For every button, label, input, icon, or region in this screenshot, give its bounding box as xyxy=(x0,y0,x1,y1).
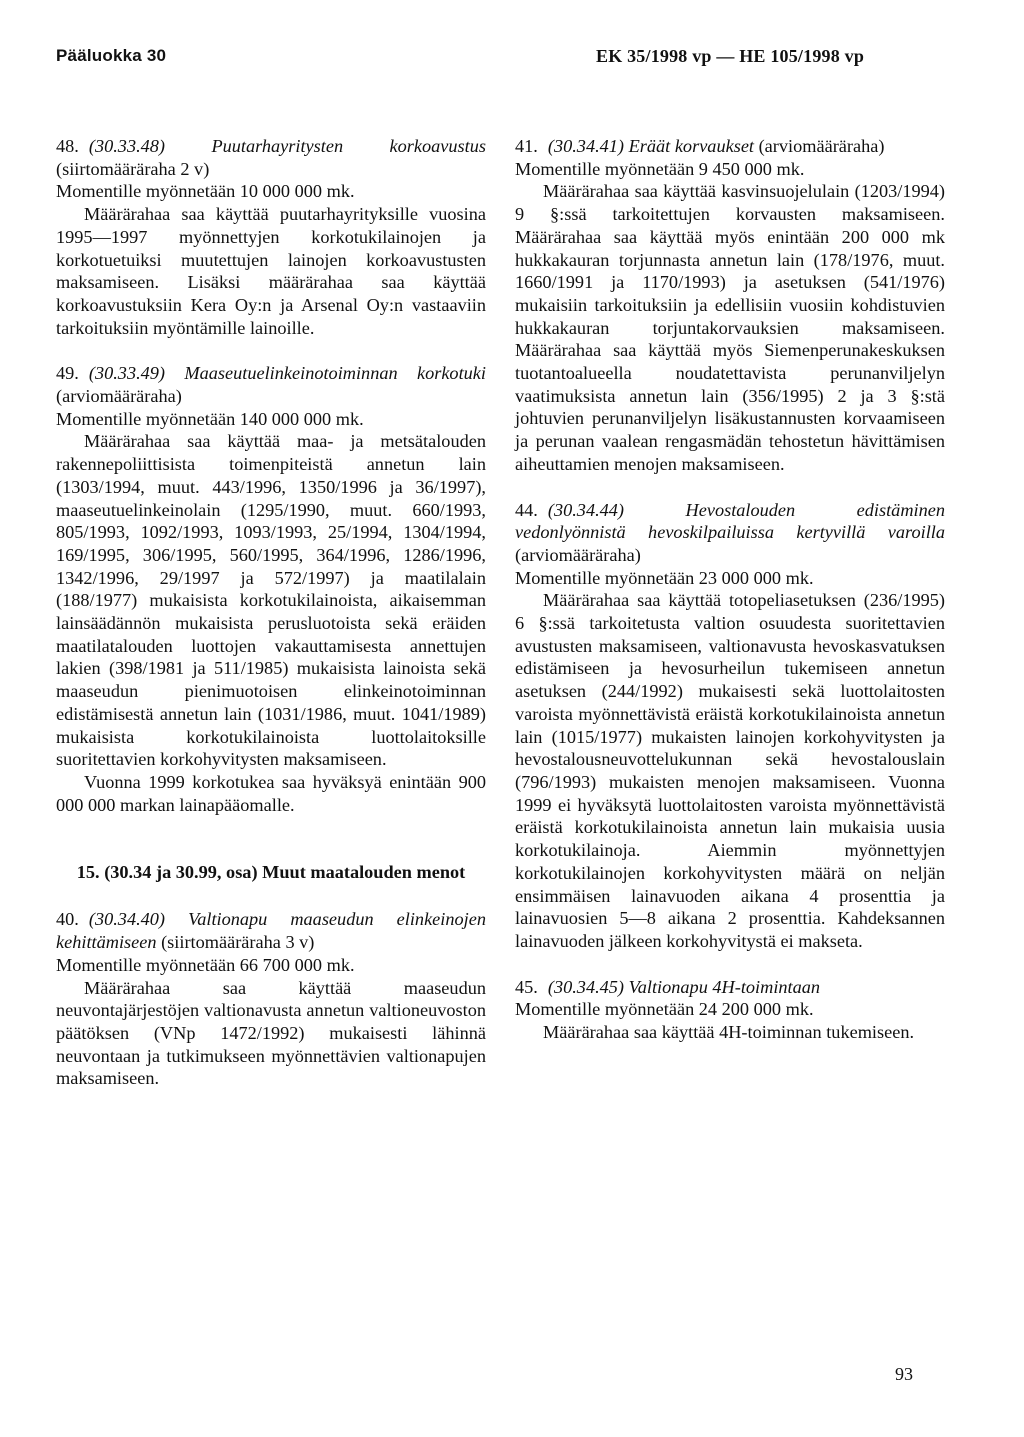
section-15-heading: 15. (30.34 ja 30.99, osa) Muut maatalouden menot xyxy=(76,862,466,883)
item-48-heading: 48. (30.33.48) Puutarhayritysten korkoavustus (siirtomääräraha 2 v) xyxy=(56,136,486,179)
item-40-body: Määrärahaa saa käyttää maaseudun neuvontajärjestöjen valtionavusta annetun valtioneuvoston päätöksen (VNp 1472/1992) mukaisesti lähinnä neuvontaan ja tutkimukseen myönnettävien valtionapujen maksamiseen. xyxy=(56,977,486,1089)
item-41-heading: 41. (30.34.41) Eräät korvaukset (arviomääräraha) xyxy=(515,136,885,156)
item-49-body: Määrärahaa saa käyttää maa- ja metsätalouden rakennepoliittisista toimenpiteistä annetun lain (1303/1994, muut. 443/1996, 1350/1996 ja 36/1997), maaseutuelinkeinolain (1295/1990, muut. 660/1993, 805/1993, 1092/1993, 1093/1993, 25/1994, 1304/1994, 169/1995, 306/1995, 560/1995, 364/1996, 1286/1996, 1342/1996, 29/1997 ja 572/1997) ja maatilalain (188/1977) mukaisista korkotukilainoista, aikaisemman lainsäädännön mukaisista perusluotoista sekä eräiden maatilatalouden luottojen vakauttamisesta annettujen lakien (398/1981 ja 511/1985) mukaisista lainoista sekä maaseudun pienimuotoisen elinkeinotoiminnan edistämisestä annetun lain (1031/1986, muut. 1041/1989) mukaisista korkotukilainoista luottolaitoksille suoritettavien korkohyvitysten maksamiseen. xyxy=(56,431,486,770)
page-number: 93 xyxy=(895,1364,913,1384)
item-40-heading: 40. (30.34.40) Valtionapu maaseudun elinkeinojen kehittämiseen (siirtomääräraha 3 v) xyxy=(56,909,486,953)
item-45-body: Määrärahaa saa käyttää 4H-toiminnan tukemiseen. xyxy=(543,1022,915,1043)
item-49-heading: 49. (30.33.49) Maaseutuelinkeinotoiminnan korkotuki (arviomääräraha) xyxy=(56,363,486,407)
item-44-heading: 44. (30.34.44) Hevostalouden edistäminen vedonlyönnistä hevoskilpailuissa kertyvillä varoilla (arviomääräraha) xyxy=(515,499,945,565)
item-48-body: Määrärahaa saa käyttää puutarhayrityksille vuosina 1995—1997 myönnettyjen korkotukilainojen ja korkotuetuiksi muutettujen lainojen korkoavustusten maksamiseen. Lisäksi määrärahaa saa käyttää korkoavustuksiin Kera Oy:n ja Arsenal Oy:n vastaaviin tarkoituksiin myöntämille lainoille. xyxy=(56,204,486,338)
right-column xyxy=(515,135,945,1044)
item-41-body: Määrärahaa saa käyttää kasvinsuojelulain (1203/1994) 9 §:ssä tarkoitettujen korvausten maksamiseen. Määrärahaa saa käyttää myös enintään 200 000 mk hukkakauran torjunnasta annetun lain (178/1976, muut. 1660/1991 ja 1170/1993) ja asetuksen (541/1976) mukaisiin tarkoituksiin ja edellisiin vuosiin kohdistuvien hukkakauran torjuntakorvauksien maksamiseen. Määrärahaa saa käyttää myös Siemenperunakeskuksen tuotantoalueella noudatettavista perunanviljelyn vaatimuksista annetun lain (356/1995) 2 ja 3 §:stä johtuvien perunanviljelyn lisäkustannusten korvaamiseen ja perunan vaalean rengasmädän tehostetun hävittämisen aiheuttamien menojen maksamiseen. xyxy=(515,181,945,474)
item-44-body: Määrärahaa saa käyttää totopeliasetuksen (236/1995) 6 §:ssä tarkoitetusta valtion osuudesta suoritettavien avustusten maksamiseen, valtionavusta hevoskasvatuksen edistämiseen ja hevosurheilun tukemiseen annetun asetuksen (244/1992) mukaisesti sekä luottolaitosten varoista myönnettävistä eräistä korkotukilainoista annetun lain (1015/1977) mukaisten lainojen korkohyvitysten ja hevostalousneuvottelukunnan sekä hevostalouslain (796/1993) mukaisten menojen maksamiseen. Vuonna 1999 ei hyväksytä luottolaitosten varoista myönnettävistä eräistä korkotukilainoista annetun lain mukaisia uusia korkotukilainoja. Aiemmin myönnettyjen korkotukilainojen korkohyvitysten määrä on neljän ensimmäisen lainavuoden aikana 4 prosenttia ja lainavuosien 5—8 aikana 2 prosenttia. Kahdeksannen lainavuoden jälkeen korkohyvitystä ei makseta. xyxy=(515,590,945,951)
item-45-heading: 45. (30.34.45) Valtionapu 4H-toimintaan xyxy=(515,976,821,997)
item-45-amount: Momentille myönnetään 24 200 000 mk. xyxy=(515,999,814,1020)
running-header-left: Pääluokka 30 xyxy=(56,46,167,65)
item-40-amount: Momentille myönnetään 66 700 000 mk. xyxy=(56,954,355,975)
item-49-body-2: Vuonna 1999 korkotukea saa hyväksyä enintään 900 000 000 markan lainapääomalle. xyxy=(56,771,486,815)
item-41-amount: Momentille myönnetään 9 450 000 mk. xyxy=(515,158,805,179)
item-49-amount: Momentille myönnetään 140 000 000 mk. xyxy=(56,408,364,429)
running-header-right: EK 35/1998 vp — HE 105/1998 vp xyxy=(596,46,865,66)
item-44-amount: Momentille myönnetään 23 000 000 mk. xyxy=(515,567,814,588)
item-48-amount: Momentille myönnetään 10 000 000 mk. xyxy=(56,181,355,202)
left-column xyxy=(56,135,486,1090)
